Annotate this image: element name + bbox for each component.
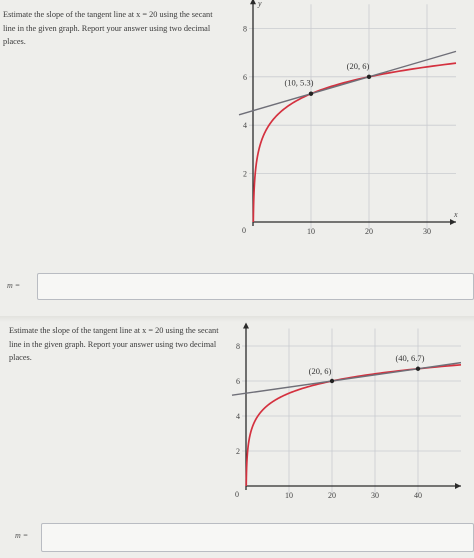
y-tick-label: 4 xyxy=(243,121,247,131)
point-label: (40, 6.7) xyxy=(395,352,425,363)
point-label: (10, 5.3) xyxy=(284,77,314,88)
answer-1-input[interactable] xyxy=(37,273,474,300)
y-tick-label: 4 xyxy=(236,412,240,421)
question-1-prompt: Estimate the slope of the tangent line at x = 20 using the secant line in the given graph. Report your answer using two decimal places. xyxy=(3,10,213,46)
graph-2 xyxy=(214,324,474,504)
answer-2-input[interactable] xyxy=(41,523,474,552)
x-tick-label: 30 xyxy=(423,227,431,236)
origin-label: 0 xyxy=(242,226,246,235)
x-tick-label: 10 xyxy=(307,227,315,236)
function-curve xyxy=(246,365,461,486)
x-tick-label: 20 xyxy=(365,227,373,236)
y-tick-label: 6 xyxy=(243,72,247,82)
point-marker xyxy=(416,367,420,371)
graph-2-svg xyxy=(214,324,474,504)
answer-1-label: m = xyxy=(7,281,21,290)
y-tick-label: 8 xyxy=(236,342,240,351)
x-tick-label: 40 xyxy=(414,491,422,500)
origin-label: 0 xyxy=(235,490,239,499)
answer-2-label: m = xyxy=(15,531,29,540)
point-marker xyxy=(367,75,371,79)
y-tick-label: 6 xyxy=(236,377,240,386)
y-tick-label: 8 xyxy=(243,24,247,34)
y-tick-label: 2 xyxy=(236,447,240,456)
graph-1-svg xyxy=(232,0,474,252)
x-axis-arrow xyxy=(455,483,461,489)
x-tick-label: 30 xyxy=(371,491,379,500)
y-axis-arrow xyxy=(250,0,256,4)
section-divider xyxy=(0,316,474,322)
y-tick-label: 2 xyxy=(243,169,247,179)
x-tick-label: 10 xyxy=(285,491,293,500)
point-marker xyxy=(330,379,334,383)
graph-1 xyxy=(232,0,474,252)
x-tick-label: 20 xyxy=(328,491,336,500)
y-axis-label: y xyxy=(258,0,262,9)
point-label: (20, 6) xyxy=(308,366,332,376)
question-2-prompt: Estimate the slope of the tangent line at x = 20 using the secant line in the given graph. Report your answer using two decimal places. xyxy=(9,326,219,362)
y-axis-arrow xyxy=(243,323,249,329)
point-label: (20, 6) xyxy=(346,60,370,71)
x-axis-arrow xyxy=(450,219,456,225)
point-marker xyxy=(309,92,313,96)
secant-line xyxy=(232,363,461,396)
x-axis-label: x xyxy=(454,210,458,219)
